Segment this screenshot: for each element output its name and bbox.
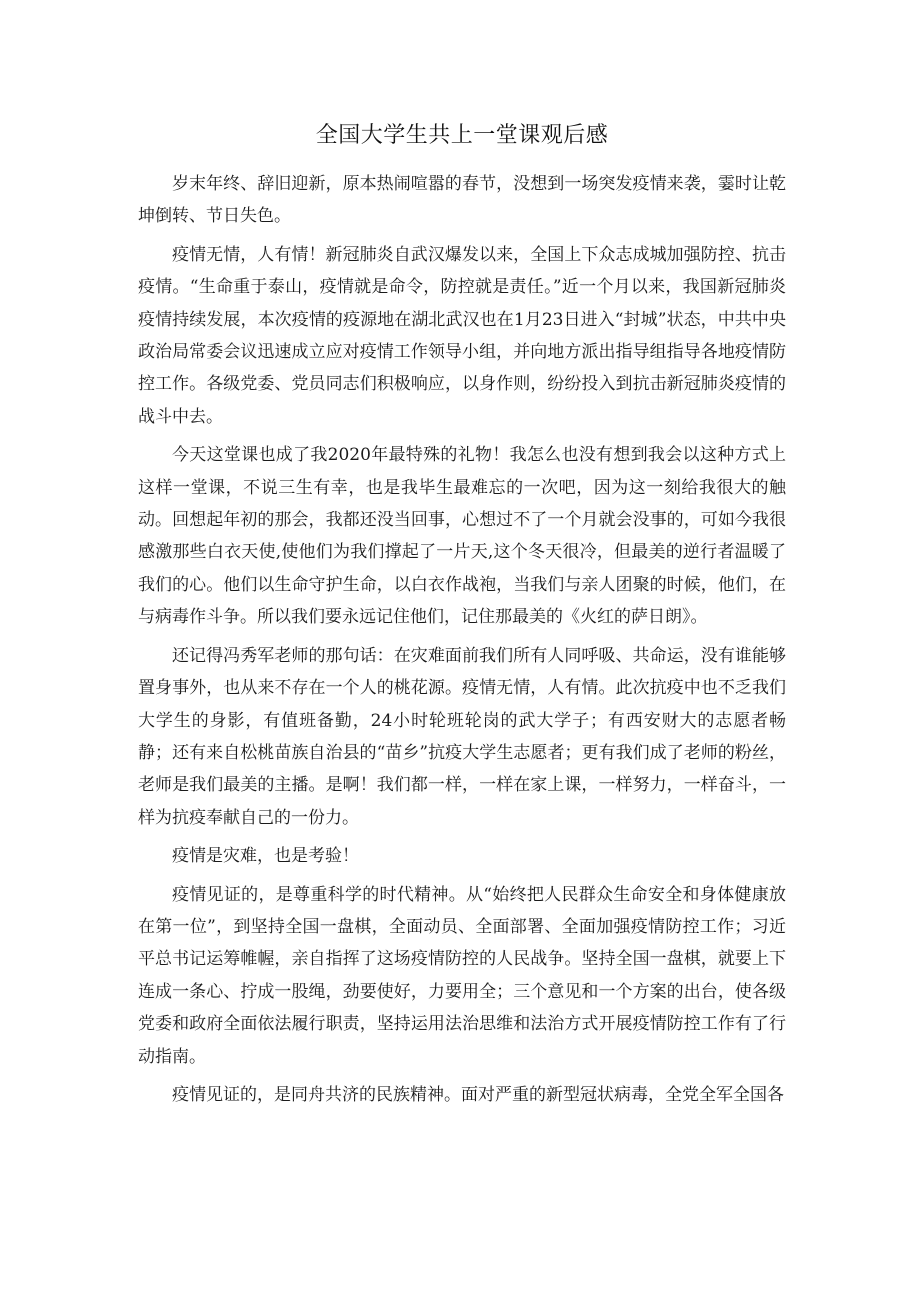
document-title: 全国大学生共上一堂课观后感 [315, 123, 609, 148]
paragraph-3: 今天这堂课也成了我2020年最特殊的礼物！我怎么也没有想到我会以这种方式上这样一堂课，不说三生有幸，也是我毕生最难忘的一次吧，因为这一刻给我很大的触动。回想起年初的那会，我都还没当回事，心想过不了一个月就会没事的，可如今我很感激那些白衣天使,使他们为我们撑起了一片天,这个冬天很冷，但最美的逆行者温暖了我们的心。他们以生命守护生命，以白衣作战袍，当我们与亲人团聚的时候，他们，在与病毒作斗争。所以我们要永远记住他们，记住那最美的《火红的萨日朗》。 [138, 445, 786, 628]
paragraph-7: 疫情见证的，是同舟共济的民族精神。面对严重的新型冠状病毒，全党全军全国各 [172, 1084, 784, 1105]
paragraph-1: 岁末年终、辞旧迎新，原本热闹喧嚣的春节，没想到一场突发疫情来袭，霎时让乾坤倒转、节日失色。 [138, 174, 786, 227]
document-body [138, 118, 786, 1117]
paragraph-4: 还记得冯秀军老师的那句话：在灾难面前我们所有人同呼吸、共命运，没有谁能够置身事外，也从来不存在一个人的桃花源。疫情无情，人有情。此次抗疫中也不乏我们大学生的身影，有值班备勤，24小时轮班轮岗的武大学子；有西安财大的志愿者畅静；还有来自松桃苗族自治县的“苗乡”抗疫大学生志愿者；更有我们成了老师的粉丝，老师是我们最美的主播。是啊！我们都一样，一样在家上课，一样努力，一样奋斗，一样为抗疫奉献自己的一份力。 [138, 645, 786, 828]
paragraph-6: 疫情见证的，是尊重科学的时代精神。从“始终把人民群众生命安全和身体健康放在第一位”，到坚持全国一盘棋，全面动员、全面部署、全面加强疫情防控工作；习近平总书记运筹帷幄，亲自指挥了这场疫情防控的人民战争。坚持全国一盘棋，就要上下连成一条心、拧成一股绳，劲要使好，力要用全；三个意见和一个方案的出台，使各级党委和政府全面依法履行职责，坚持运用法治思维和法治方式开展疫情防控工作有了行动指南。 [138, 884, 786, 1067]
paragraph-2: 疫情无情，人有情！新冠肺炎自武汉爆发以来，全国上下众志成城加强防控、抗击疫情。“生命重于泰山，疫情就是命令，防控就是责任。”近一个月以来，我国新冠肺炎疫情持续发展，本次疫情的疫源地在湖北武汉也在1月23日进入“封城”状态，中共中央政治局常委会议迅速成立应对疫情工作领导小组，并向地方派出指导组指导各地疫情防控工作。各级党委、党员同志们积极响应，以身作则，纷纷投入到抗击新冠肺炎疫情的战斗中去。 [138, 244, 786, 427]
paragraph-5: 疫情是灾难，也是考验！ [172, 846, 359, 867]
